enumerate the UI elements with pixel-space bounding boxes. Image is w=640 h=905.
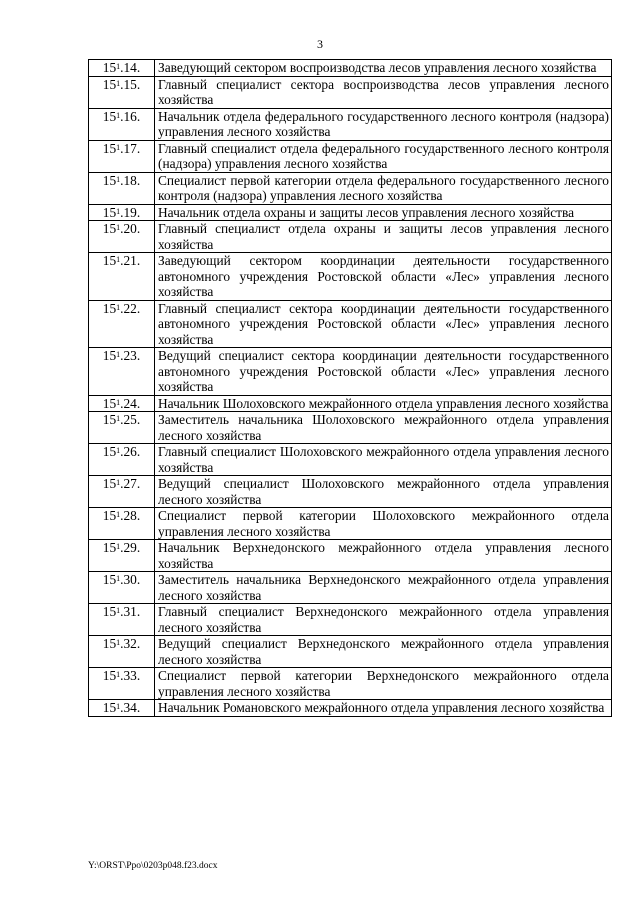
- item-number-prefix: 15: [102, 395, 117, 411]
- item-number-prefix: 15: [102, 172, 117, 188]
- table-row: [89, 348, 612, 396]
- position-title: Главный специалист Шолоховского межрайонного отдела управления лесного хозяйства: [155, 444, 612, 476]
- position-title: Заместитель начальника Верхнедонского межрайонного отдела управления лесного хозяйства: [155, 572, 612, 604]
- item-number-superscript: 1: [116, 62, 121, 71]
- item-number-superscript: 1: [116, 606, 121, 615]
- item-number-suffix: .21.: [120, 253, 141, 268]
- page-number: 3: [317, 37, 323, 51]
- item-number-suffix: .24.: [120, 395, 141, 411]
- file-path-footer: Y:\ORST\Ppo\0203p048.f23.docx: [88, 861, 218, 871]
- item-number-prefix: 15: [102, 444, 117, 459]
- item-number-prefix: 15: [102, 412, 117, 427]
- position-title: Начальник отдела охраны и защиты лесов управления лесного хозяйства: [155, 204, 612, 221]
- table-row: [89, 476, 612, 508]
- item-number-superscript: 1: [116, 255, 121, 264]
- item-number: [89, 604, 155, 636]
- item-number-superscript: 1: [116, 350, 121, 359]
- item-number: [89, 76, 155, 108]
- item-number-prefix: 15: [102, 508, 117, 523]
- position-title: Главный специалист Верхнедонского межрайонного отдела управления лесного хозяйства: [155, 604, 612, 636]
- item-number-suffix: .19.: [120, 204, 141, 220]
- position-title: Специалист первой категории отдела федерального государственного лесного контроля (надзора) управления лесного хозяйства: [155, 172, 612, 204]
- table-row: [89, 572, 612, 604]
- position-title: Начальник Романовского межрайонного отдела управления лесного хозяйства: [155, 700, 612, 717]
- item-number-suffix: .33.: [120, 668, 141, 683]
- item-number: [89, 60, 155, 77]
- table-row: [89, 172, 612, 204]
- table-row: [89, 700, 612, 717]
- item-number-superscript: 1: [116, 574, 121, 583]
- item-number-prefix: 15: [102, 253, 117, 268]
- item-number-suffix: .27.: [120, 476, 141, 491]
- table-row: [89, 140, 612, 172]
- position-title: Заместитель начальника Шолоховского межрайонного отдела управления лесного хозяйства: [155, 412, 612, 444]
- item-number-prefix: 15: [102, 108, 117, 124]
- item-number-superscript: 1: [116, 446, 121, 455]
- item-number-superscript: 1: [116, 223, 121, 232]
- position-title: Главный специалист сектора координации деятельности государственного автономного учреждения Ростовской области «Лес» управления лесного хозяйства: [155, 300, 612, 348]
- item-number-prefix: 15: [102, 140, 117, 156]
- position-title: Ведущий специалист Шолоховского межрайонного отдела управления лесного хозяйства: [155, 476, 612, 508]
- table-row: [89, 108, 612, 140]
- position-title: Ведущий специалист сектора координации деятельности государственного автономного учреждения Ростовской области «Лес» управления лесного хозяйства: [155, 348, 612, 396]
- item-number-prefix: 15: [102, 668, 117, 683]
- item-number-suffix: .23.: [120, 348, 141, 363]
- position-title: Начальник отдела федерального государственного лесного контроля (надзора) управления лесного хозяйства: [155, 108, 612, 140]
- item-number-prefix: 15: [102, 300, 117, 316]
- item-number-prefix: 15: [102, 76, 117, 92]
- item-number-prefix: 15: [102, 204, 117, 220]
- item-number-prefix: 15: [102, 636, 117, 651]
- item-number-prefix: 15: [102, 540, 117, 555]
- table-row: [89, 444, 612, 476]
- item-number: [89, 172, 155, 204]
- table-row: [89, 604, 612, 636]
- table-row: [89, 395, 612, 412]
- item-number-superscript: 1: [116, 414, 121, 423]
- item-number-suffix: .30.: [120, 572, 141, 587]
- table-row: [89, 204, 612, 221]
- item-number: [89, 572, 155, 604]
- position-title: Начальник Шолоховского межрайонного отдела управления лесного хозяйства: [155, 395, 612, 412]
- position-title: Ведущий специалист Верхнедонского межрайонного отдела управления лесного хозяйства: [155, 636, 612, 668]
- item-number-superscript: 1: [116, 542, 121, 551]
- table-row: [89, 540, 612, 572]
- table-row: [89, 253, 612, 301]
- position-title: Специалист первой категории Верхнедонского межрайонного отдела управления лесного хозяйства: [155, 668, 612, 700]
- item-number-superscript: 1: [116, 206, 121, 216]
- item-number-suffix: .15.: [120, 76, 141, 92]
- item-number-suffix: .17.: [120, 140, 141, 156]
- position-title: Специалист первой категории Шолоховского межрайонного отдела управления лесного хозяйства: [155, 508, 612, 540]
- item-number: [89, 395, 155, 412]
- item-number: [89, 412, 155, 444]
- item-number: [89, 140, 155, 172]
- item-number: [89, 108, 155, 140]
- item-number-suffix: .16.: [120, 108, 141, 124]
- position-title: Заведующий сектором воспроизводства лесов управления лесного хозяйства: [155, 60, 612, 77]
- table-row: [89, 412, 612, 444]
- item-number-superscript: 1: [116, 510, 121, 519]
- item-number-suffix: .25.: [120, 412, 141, 427]
- item-number-suffix: .14.: [120, 60, 141, 75]
- item-number-suffix: .31.: [120, 604, 141, 619]
- item-number-superscript: 1: [116, 142, 121, 152]
- item-number-prefix: 15: [102, 60, 117, 75]
- item-number: [89, 300, 155, 348]
- table-row: [89, 76, 612, 108]
- item-number: [89, 540, 155, 572]
- table-row: [89, 300, 612, 348]
- item-number-suffix: .29.: [120, 540, 141, 555]
- item-number-suffix: .34.: [120, 700, 141, 715]
- item-number: [89, 476, 155, 508]
- item-number: [89, 636, 155, 668]
- item-number-superscript: 1: [116, 670, 121, 679]
- item-number: [89, 444, 155, 476]
- position-title: Начальник Верхнедонского межрайонного отдела управления лесного хозяйства: [155, 540, 612, 572]
- table-row: [89, 636, 612, 668]
- table-row: [89, 221, 612, 253]
- item-number: [89, 668, 155, 700]
- item-number-superscript: 1: [116, 638, 121, 647]
- item-number-prefix: 15: [102, 221, 117, 236]
- item-number-suffix: .32.: [120, 636, 141, 651]
- item-number-suffix: .26.: [120, 444, 141, 459]
- item-number-suffix: .18.: [120, 172, 141, 188]
- position-title: Заведующий сектором координации деятельности государственного автономного учреждения Ростовской области «Лес» управления лесного хозяйства: [155, 253, 612, 301]
- item-number-superscript: 1: [116, 174, 121, 184]
- item-number-suffix: .22.: [120, 300, 141, 316]
- item-number-superscript: 1: [116, 478, 121, 487]
- item-number-superscript: 1: [116, 302, 121, 312]
- position-title: Главный специалист отдела охраны и защиты лесов управления лесного хозяйства: [155, 221, 612, 253]
- item-number: [89, 348, 155, 396]
- table-row: [89, 508, 612, 540]
- item-number-suffix: .20.: [120, 221, 141, 236]
- item-number-prefix: 15: [102, 572, 117, 587]
- item-number-prefix: 15: [102, 700, 117, 715]
- position-title: Главный специалист отдела федерального государственного лесного контроля (надзора) управления лесного хозяйства: [155, 140, 612, 172]
- item-number-prefix: 15: [102, 604, 117, 619]
- item-number-superscript: 1: [116, 78, 121, 88]
- item-number-superscript: 1: [116, 702, 121, 711]
- item-number: [89, 700, 155, 717]
- position-title: Главный специалист сектора воспроизводства лесов управления лесного хозяйства: [155, 76, 612, 108]
- item-number-prefix: 15: [102, 476, 117, 491]
- item-number-suffix: .28.: [120, 508, 141, 523]
- table-row: [89, 668, 612, 700]
- item-number: [89, 508, 155, 540]
- positions-table: [88, 59, 612, 717]
- item-number-prefix: 15: [102, 348, 117, 363]
- item-number-superscript: 1: [116, 397, 121, 407]
- item-number: [89, 204, 155, 221]
- item-number-superscript: 1: [116, 110, 121, 120]
- item-number: [89, 221, 155, 253]
- table-row: [89, 60, 612, 77]
- item-number: [89, 253, 155, 301]
